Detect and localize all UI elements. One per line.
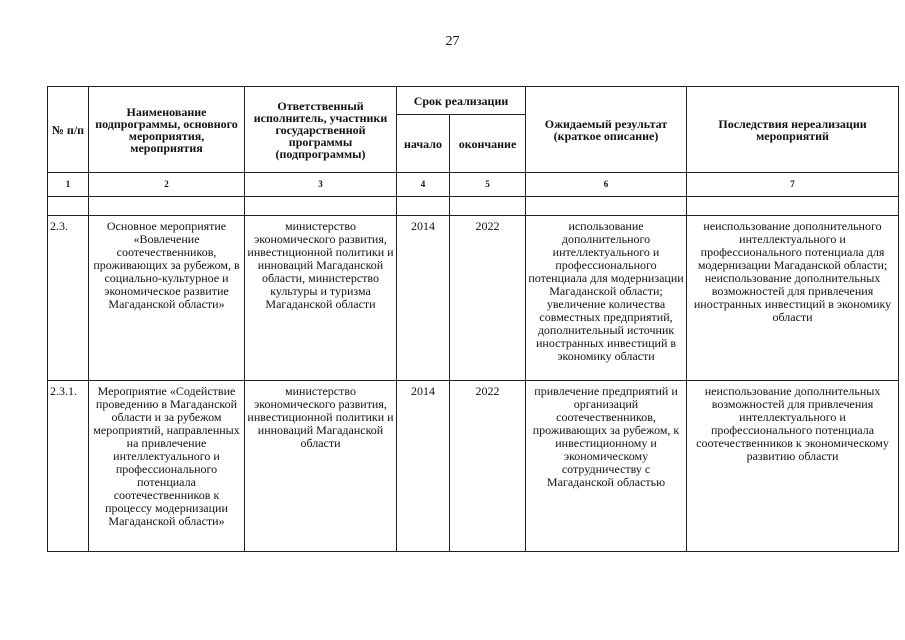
row-num: 2.3. (48, 216, 89, 381)
table-row (48, 216, 899, 381)
row-responsible: министерство экономического развития, инвестиционной политики и инноваций Магаданской области, министерство культуры и туризма Магаданской области (245, 216, 397, 381)
header-num: № п/п (48, 87, 89, 173)
header-responsible: Ответственный исполнитель, участники государственной программы (подпрограммы) (245, 87, 397, 173)
row-responsible: министерство экономического развития, инвестиционной политики и инноваций Магаданской области (245, 381, 397, 552)
column-number: 1 (48, 173, 89, 197)
header-period: Срок реализации (397, 87, 526, 115)
header-name: Наименование подпрограммы, основного мероприятия, мероприятия (89, 87, 245, 173)
empty-row (48, 197, 899, 216)
column-number: 3 (245, 173, 397, 197)
header-result: Ожидаемый результат (краткое описание) (526, 87, 687, 173)
row-name: Мероприятие «Содействие проведению в Магаданской области и за рубежом мероприятий, направленных на привлечение интеллектуального и профессионального потенциала соотечественников к процессу модернизации Магаданской области» (89, 381, 245, 552)
row-name: Основное мероприятие «Вовлечение соотечественников, проживающих за рубежом, в социально-культурное и экономическое развитие Магаданской области» (89, 216, 245, 381)
row-consequences: неиспользование дополнительных возможностей для привлечения интеллектуального и профессионального потенциала соотечественников к экономическому развитию области (687, 381, 899, 552)
row-start: 2014 (397, 216, 450, 381)
row-end: 2022 (450, 216, 526, 381)
row-consequences: неиспользование дополнительного интеллектуального и профессионального потенциала для модернизации Магаданской области; неиспользование дополнительных возможностей для привлечения иностранных инвестиций в экономику области (687, 216, 899, 381)
program-measures-table (47, 86, 899, 552)
row-end: 2022 (450, 381, 526, 552)
column-number-row (48, 173, 899, 197)
header-end: окончание (450, 115, 526, 173)
row-start: 2014 (397, 381, 450, 552)
row-result: привлечение предприятий и организаций соотечественников, проживающих за рубежом, к инвестиционному и экономическому сотрудничеству с Магаданской областью (526, 381, 687, 552)
header-row (48, 87, 899, 115)
table-row (48, 381, 899, 552)
column-number: 4 (397, 173, 450, 197)
column-number: 7 (687, 173, 899, 197)
row-result: использование дополнительного интеллектуального и профессионального потенциала для модернизации Магаданской области; увеличение количества совместных предприятий, дополнительный источник иностранных инвестиций в экономику области (526, 216, 687, 381)
header-consequences: Последствия нереализации мероприятий (687, 87, 899, 173)
column-number: 6 (526, 173, 687, 197)
header-start: начало (397, 115, 450, 173)
column-number: 2 (89, 173, 245, 197)
page-number: 27 (445, 34, 460, 49)
row-num: 2.3.1. (48, 381, 89, 552)
column-number: 5 (450, 173, 526, 197)
